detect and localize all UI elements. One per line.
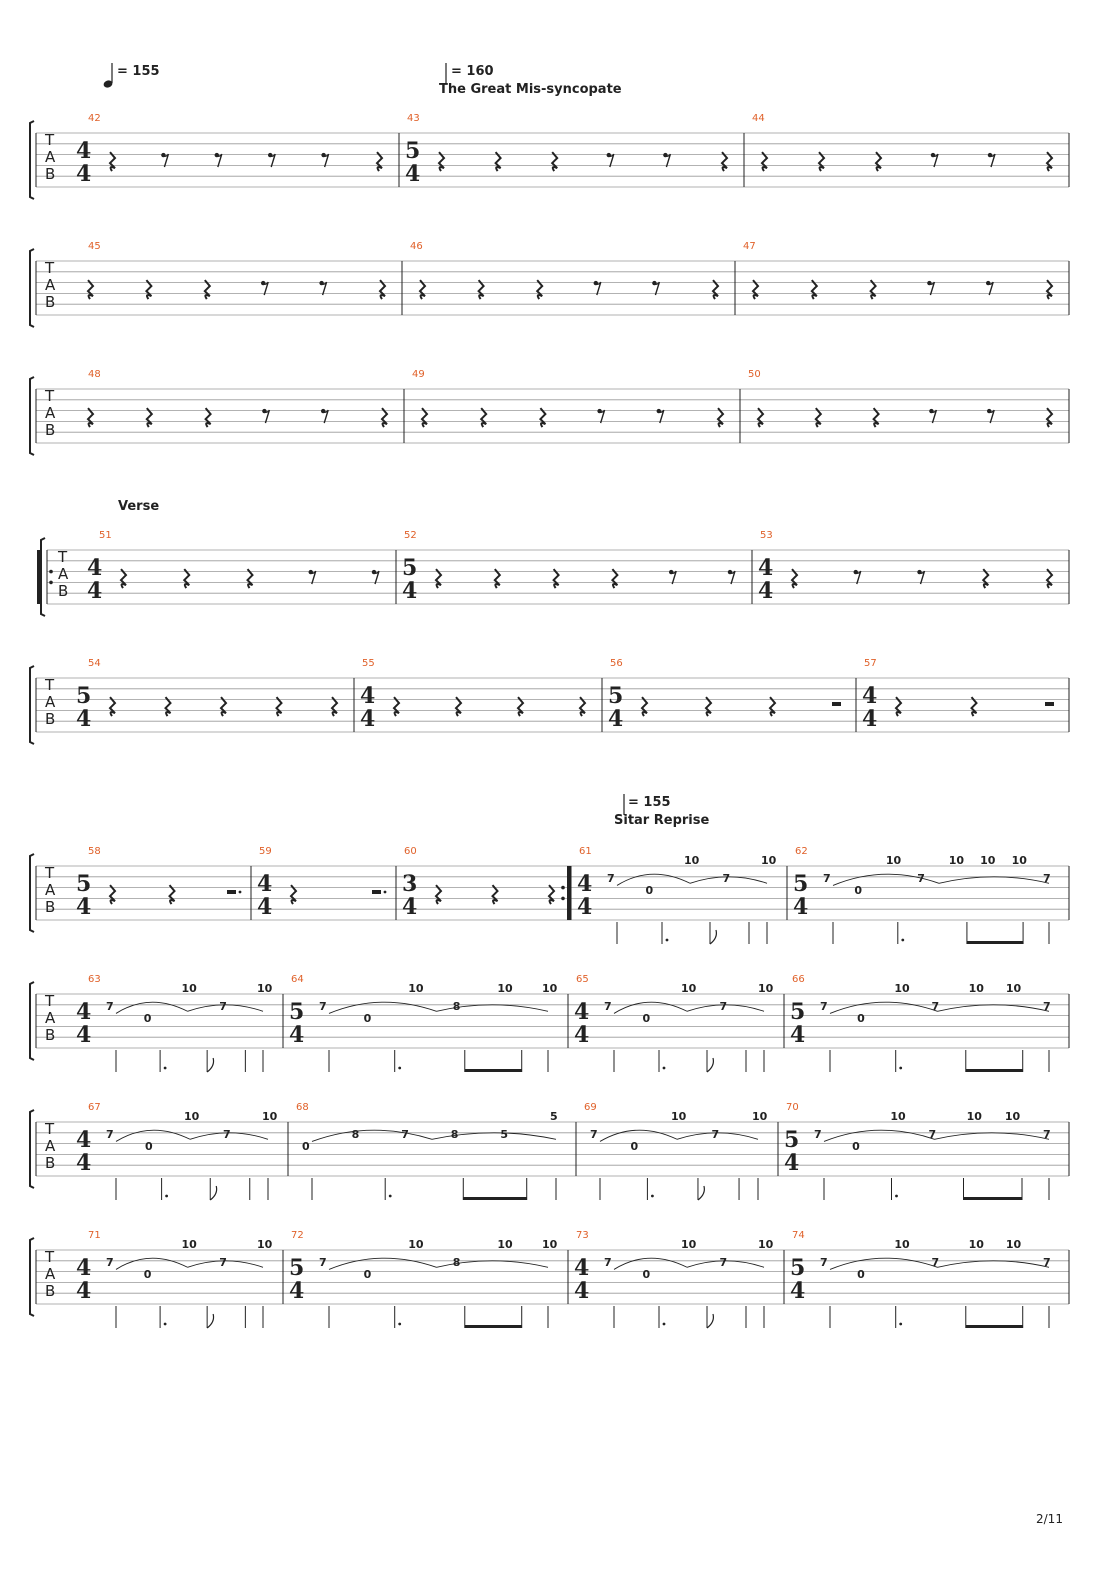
fret-number: 0 — [630, 1140, 639, 1154]
fret-number: 10 — [761, 854, 777, 867]
fret-number: 10 — [257, 1238, 273, 1251]
time-signature-bottom: 4 — [405, 161, 421, 187]
time-signature-top: 5 — [402, 555, 418, 581]
time-signature-top: 4 — [76, 138, 92, 164]
fret-number: 10 — [968, 1238, 984, 1251]
tab-system — [30, 974, 1069, 1072]
measure-number: 74 — [792, 1230, 805, 1241]
measure-number: 72 — [291, 1230, 304, 1241]
fret-number: 7 — [607, 872, 615, 886]
tab-system — [30, 113, 1069, 199]
fret-number: 0 — [363, 1268, 372, 1282]
beam — [966, 1325, 1023, 1328]
measure-number: 57 — [864, 658, 877, 669]
measure-number: 71 — [88, 1230, 101, 1241]
time-signature-top: 5 — [289, 999, 305, 1025]
dotted-half-rest-icon — [372, 890, 381, 894]
fret-number: 10 — [948, 854, 965, 867]
time-signature-top: 4 — [758, 555, 774, 581]
tempo-155-label-2: = 155 — [628, 795, 671, 810]
tempo-mark-2 — [439, 63, 622, 97]
rhythm-dot — [398, 1067, 401, 1070]
measure-number: 48 — [88, 369, 101, 380]
beam — [465, 1069, 522, 1072]
fret-number: 10 — [262, 1110, 278, 1123]
tab-clef-letter: A — [45, 404, 56, 422]
time-signature-top: 5 — [793, 871, 809, 897]
measure-number: 44 — [752, 113, 765, 124]
measure-number: 58 — [88, 846, 101, 857]
system-brace — [30, 1238, 34, 1316]
fret-number: 7 — [319, 1256, 327, 1270]
measure-number: 69 — [584, 1102, 597, 1113]
fret-number: 10 — [758, 982, 774, 995]
tie-arc — [116, 1002, 188, 1013]
tab-clef-letter: A — [45, 1265, 56, 1283]
tempo-mark-3 — [614, 794, 709, 828]
tab-clef-letter: B — [45, 710, 56, 728]
fret-number: 7 — [820, 1000, 828, 1014]
beam — [463, 1197, 526, 1200]
eighth-flag — [207, 1058, 213, 1072]
tab-clef-letter: A — [58, 565, 69, 583]
tab-clef-letter: A — [45, 881, 56, 899]
measure-number: 68 — [296, 1102, 309, 1113]
measure-number: 49 — [412, 369, 425, 380]
tie-arc — [830, 1258, 938, 1269]
rhythm-dot — [651, 1195, 654, 1198]
tempo-mark-1 — [103, 63, 160, 89]
rest-dot — [239, 891, 242, 894]
dotted-half-rest-icon — [227, 890, 236, 894]
time-signature-bottom: 4 — [402, 578, 418, 604]
rhythm-dot — [895, 1195, 898, 1198]
section-the-great-mis-syncopate: The Great Mis-syncopate — [439, 82, 622, 97]
section-verse: Verse — [118, 499, 160, 514]
fret-number: 10 — [1005, 982, 1022, 995]
rhythm-dot — [164, 1067, 167, 1070]
fret-number: 7 — [1043, 1128, 1051, 1142]
fret-number: 10 — [1005, 1238, 1022, 1251]
repeat-start-bar — [37, 550, 41, 604]
time-signature-bottom: 4 — [758, 578, 774, 604]
fret-number: 7 — [401, 1128, 409, 1142]
beam — [967, 941, 1023, 944]
fret-number: 10 — [684, 854, 700, 867]
measure-number: 47 — [743, 241, 756, 252]
eighth-flag — [207, 1314, 213, 1328]
fret-number: 10 — [894, 982, 910, 995]
fret-number: 0 — [145, 1140, 153, 1154]
eighth-flag — [210, 1186, 216, 1200]
time-signature-top: 5 — [289, 1255, 305, 1281]
tab-clef-letter: T — [58, 548, 68, 566]
time-signature-bottom: 4 — [608, 706, 624, 732]
measure-number: 67 — [88, 1102, 101, 1113]
rhythm-dot — [165, 1195, 168, 1198]
rhythm-dot — [164, 1323, 167, 1326]
fret-number: 7 — [219, 1256, 227, 1270]
tempo-155-label: = 155 — [117, 64, 160, 79]
measure-number: 53 — [760, 530, 773, 541]
fret-number: 10 — [181, 982, 197, 995]
time-signature-bottom: 4 — [577, 894, 593, 920]
measure-number: 51 — [99, 530, 112, 541]
half-rest-icon — [832, 702, 841, 706]
measure-number: 43 — [407, 113, 420, 124]
measure-number: 63 — [88, 974, 101, 985]
measure-number: 61 — [579, 846, 592, 857]
tab-system — [30, 1230, 1069, 1328]
time-signature-bottom: 4 — [360, 706, 376, 732]
measure-number: 55 — [362, 658, 375, 669]
time-signature-bottom: 4 — [793, 894, 809, 920]
fret-number: 7 — [106, 1256, 114, 1270]
tab-clef-letter: B — [45, 293, 56, 311]
fret-number: 7 — [106, 1000, 114, 1014]
fret-number: 0 — [143, 1268, 152, 1282]
fret-number: 7 — [590, 1128, 598, 1142]
tab-clef-letter: T — [45, 676, 55, 694]
tie-arc — [830, 1002, 938, 1013]
fret-number: 10 — [181, 1238, 197, 1251]
tab-system — [30, 846, 1069, 944]
repeat-dot — [49, 581, 53, 585]
slur-arc — [935, 1133, 1050, 1139]
measure-number: 64 — [291, 974, 304, 985]
tab-clef-letter: B — [45, 898, 56, 916]
eighth-flag — [710, 930, 716, 944]
measure-number: 42 — [88, 113, 101, 124]
tab-systems — [30, 113, 1069, 1328]
time-signature-top: 4 — [87, 555, 103, 581]
tab-clef-letter: B — [45, 165, 56, 183]
fret-number: 10 — [184, 1110, 200, 1123]
repeat-dot — [561, 886, 565, 890]
tab-clef-letter: B — [45, 1154, 56, 1172]
rhythm-dot — [398, 1323, 401, 1326]
tab-clef-letter: B — [58, 582, 69, 600]
time-signature-bottom: 4 — [76, 1022, 92, 1048]
fret-number: 0 — [143, 1012, 152, 1026]
rhythm-dot — [663, 1067, 666, 1070]
fret-number: 0 — [645, 884, 654, 898]
tie-arc — [116, 1258, 188, 1269]
fret-number: 0 — [302, 1140, 310, 1154]
fret-number: 8 — [450, 1128, 459, 1142]
measure-number: 66 — [792, 974, 805, 985]
fret-number: 7 — [219, 1000, 227, 1014]
time-signature-bottom: 4 — [790, 1022, 806, 1048]
tie-arc — [116, 1130, 190, 1141]
repeat-end-bar — [567, 866, 571, 920]
time-signature-top: 4 — [574, 1255, 590, 1281]
fret-number: 7 — [820, 1256, 828, 1270]
beam — [964, 1197, 1023, 1200]
measure-number: 65 — [576, 974, 589, 985]
time-signature-bottom: 4 — [862, 706, 878, 732]
fret-number: 7 — [917, 872, 925, 886]
time-signature-bottom: 4 — [289, 1278, 305, 1304]
fret-number: 0 — [857, 1012, 865, 1026]
fret-number: 8 — [452, 1000, 461, 1014]
time-signature-top: 4 — [862, 683, 878, 709]
system-brace — [30, 982, 34, 1060]
fret-number: 10 — [681, 982, 697, 995]
measure-number: 54 — [88, 658, 101, 669]
fret-number: 10 — [1004, 1110, 1021, 1123]
fret-number: 5 — [500, 1128, 509, 1142]
fret-number: 10 — [752, 1110, 768, 1123]
fret-number: 7 — [711, 1128, 720, 1142]
time-signature-bottom: 4 — [76, 894, 92, 920]
system-brace — [30, 1110, 34, 1188]
fret-number: 7 — [722, 872, 731, 886]
measure-number: 73 — [576, 1230, 589, 1241]
fret-number: 7 — [931, 1000, 940, 1014]
fret-number: 10 — [890, 1110, 906, 1123]
measure-number: 46 — [410, 241, 423, 252]
system-brace — [30, 249, 34, 327]
tab-clef-letter: A — [45, 1009, 56, 1027]
tempo-160-label: = 160 — [451, 64, 494, 79]
fret-number: 0 — [642, 1268, 651, 1282]
fret-number: 7 — [1043, 1000, 1051, 1014]
fret-number: 10 — [681, 1238, 697, 1251]
fret-number: 10 — [1011, 854, 1027, 867]
eighth-flag — [707, 1058, 713, 1072]
section-sitar-reprise: Sitar Reprise — [614, 813, 710, 828]
tie-arc — [312, 1130, 432, 1141]
tab-system — [30, 1102, 1069, 1200]
time-signature-bottom: 4 — [257, 894, 273, 920]
system-brace — [30, 854, 34, 932]
tab-clef-letter: B — [45, 1026, 56, 1044]
fret-number: 7 — [719, 1256, 728, 1270]
fret-number: 7 — [1043, 1256, 1051, 1270]
measure-number: 52 — [404, 530, 417, 541]
fret-number: 10 — [894, 1238, 910, 1251]
rest-dot — [384, 891, 387, 894]
rhythm-dot — [666, 939, 669, 942]
tab-clef-letter: T — [45, 259, 55, 277]
tab-clef-letter: A — [45, 1137, 56, 1155]
fret-number: 8 — [452, 1256, 461, 1270]
repeat-dot — [561, 897, 565, 901]
fret-number: 0 — [852, 1140, 860, 1154]
slur-arc — [938, 1005, 1050, 1011]
fret-number: 10 — [671, 1110, 687, 1123]
tie-arc — [614, 1258, 687, 1269]
time-signature-top: 5 — [608, 683, 624, 709]
tab-clef-letter: T — [45, 864, 55, 882]
fret-number: 8 — [351, 1128, 360, 1142]
time-signature-top: 4 — [76, 1255, 92, 1281]
tab-system — [30, 658, 1069, 744]
tab-system — [37, 530, 1069, 616]
measure-number: 59 — [259, 846, 272, 857]
fret-number: 7 — [604, 1256, 612, 1270]
time-signature-bottom: 4 — [289, 1022, 305, 1048]
fret-number: 7 — [931, 1256, 940, 1270]
time-signature-bottom: 4 — [76, 161, 92, 187]
fret-number: 7 — [604, 1000, 612, 1014]
fret-number: 10 — [758, 1238, 774, 1251]
fret-number: 0 — [854, 884, 863, 898]
system-brace — [41, 538, 45, 616]
repeat-dot — [49, 570, 53, 574]
measure-number: 50 — [748, 369, 761, 380]
beam — [465, 1325, 522, 1328]
tab-clef-letter: A — [45, 693, 56, 711]
slur-arc — [939, 877, 1049, 883]
fret-number: 10 — [885, 854, 902, 867]
time-signature-top: 4 — [577, 871, 593, 897]
time-signature-top: 5 — [76, 871, 92, 897]
system-brace — [30, 377, 34, 455]
time-signature-top: 5 — [76, 683, 92, 709]
time-signature-bottom: 4 — [402, 894, 418, 920]
rhythm-dot — [899, 1323, 902, 1326]
system-brace — [30, 121, 34, 199]
rhythm-dot — [389, 1195, 392, 1198]
time-signature-top: 5 — [790, 1255, 806, 1281]
time-signature-bottom: 4 — [76, 706, 92, 732]
fret-number: 10 — [408, 1238, 424, 1251]
time-signature-bottom: 4 — [87, 578, 103, 604]
fret-number: 7 — [1043, 872, 1051, 886]
fret-number: 0 — [642, 1012, 651, 1026]
tab-clef-letter: B — [45, 421, 56, 439]
tie-arc — [824, 1130, 935, 1141]
tab-clef-letter: T — [45, 387, 55, 405]
fret-number: 7 — [814, 1128, 822, 1142]
fret-number: 7 — [719, 1000, 728, 1014]
tab-clef-letter: T — [45, 131, 55, 149]
time-signature-top: 3 — [402, 871, 418, 897]
measure-number: 62 — [795, 846, 808, 857]
time-signature-top: 4 — [574, 999, 590, 1025]
fret-number: 10 — [542, 1238, 558, 1251]
measure-number: 45 — [88, 241, 101, 252]
beam — [966, 1069, 1023, 1072]
tab-clef-letter: T — [45, 992, 55, 1010]
eighth-flag — [707, 1314, 713, 1328]
tab-system — [30, 369, 1069, 455]
measure-number: 70 — [786, 1102, 799, 1113]
page-number: 2/11 — [1036, 1512, 1063, 1526]
time-signature-top: 5 — [784, 1127, 800, 1153]
fret-number: 5 — [550, 1110, 558, 1123]
time-signature-bottom: 4 — [76, 1150, 92, 1176]
system-brace — [30, 666, 34, 744]
tab-system — [30, 241, 1069, 327]
fret-number: 10 — [497, 1238, 513, 1251]
tie-arc — [329, 1258, 437, 1269]
tab-clef-letter: T — [45, 1120, 55, 1138]
time-signature-bottom: 4 — [574, 1022, 590, 1048]
fret-number: 7 — [928, 1128, 937, 1142]
fret-number: 10 — [257, 982, 273, 995]
time-signature-bottom: 4 — [784, 1150, 800, 1176]
fret-number: 10 — [497, 982, 513, 995]
tie-arc — [329, 1002, 437, 1013]
eighth-flag — [698, 1186, 704, 1200]
fret-number: 10 — [980, 854, 996, 867]
fret-number: 10 — [408, 982, 424, 995]
tab-clef-letter: T — [45, 1248, 55, 1266]
time-signature-top: 4 — [360, 683, 376, 709]
rhythm-dot — [899, 1067, 902, 1070]
time-signature-top: 5 — [405, 138, 421, 164]
tab-clef-letter: A — [45, 276, 56, 294]
time-signature-bottom: 4 — [76, 1278, 92, 1304]
fret-number: 0 — [857, 1268, 865, 1282]
measure-number: 56 — [610, 658, 623, 669]
fret-number: 10 — [966, 1110, 982, 1123]
tie-arc — [614, 1002, 687, 1013]
measure-number: 60 — [404, 846, 417, 857]
tab-clef-letter: B — [45, 1282, 56, 1300]
time-signature-top: 4 — [257, 871, 273, 897]
half-rest-icon — [1045, 702, 1054, 706]
fret-number: 7 — [223, 1128, 231, 1142]
time-signature-top: 4 — [76, 999, 92, 1025]
slur-arc — [938, 1261, 1050, 1267]
tab-clef-letter: A — [45, 148, 56, 166]
time-signature-top: 5 — [790, 999, 806, 1025]
rhythm-dot — [663, 1323, 666, 1326]
fret-number: 10 — [542, 982, 558, 995]
fret-number: 7 — [823, 872, 831, 886]
tie-arc — [617, 874, 690, 885]
fret-number: 10 — [968, 982, 984, 995]
fret-number: 7 — [106, 1128, 114, 1142]
time-signature-bottom: 4 — [574, 1278, 590, 1304]
rhythm-dot — [901, 939, 904, 942]
fret-number: 0 — [363, 1012, 372, 1026]
fret-number: 7 — [319, 1000, 327, 1014]
tie-arc — [600, 1130, 677, 1141]
time-signature-top: 4 — [76, 1127, 92, 1153]
time-signature-bottom: 4 — [790, 1278, 806, 1304]
